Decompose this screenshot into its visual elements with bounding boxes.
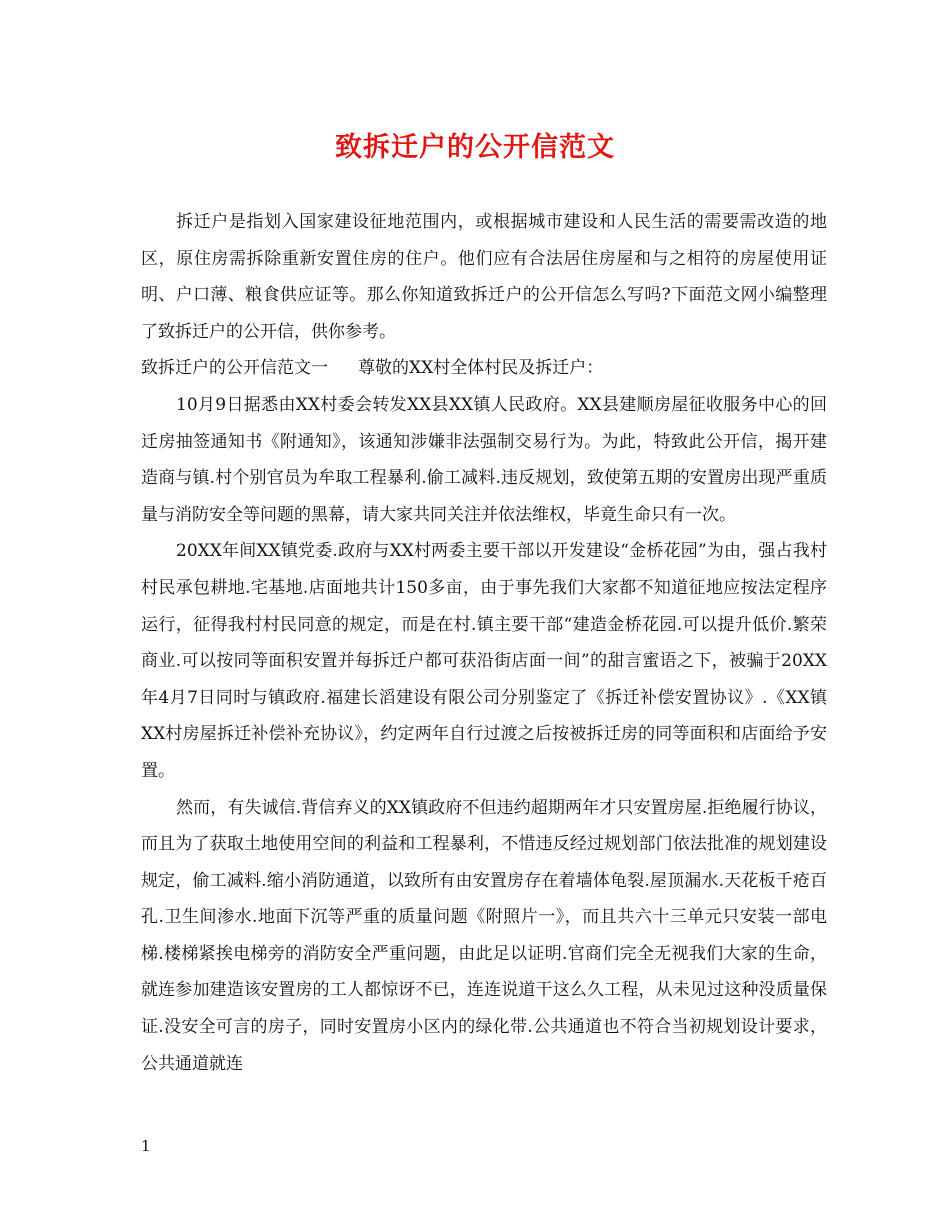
body-paragraph-3: 然而，有失诚信.背信弃义的XX镇政府不但违约超期两年才只安置房屋.拒绝履行协议，而且为了获取土地使用空间的利益和工程暴利，不惜违反经过规划部门依法批准的规划建设规定，偷工减料.缩小消防通道，以致所有由安置房存在着墙体龟裂.屋顶漏水.天花板千疮百孔.卫生间渗水.地面下沉等严重的质量问题《附照片一》，而且共六十三单元只安装一部电梯.楼梯紧挨电梯旁的消防安全严重问题，由此足以证明.官商们完全无视我们大家的生命，就连参加建造该安置房的工人都惊讶不已，连连说道干这么久工程，从未见过这种没质量保证.没安全可言的房子，同时安置房小区内的绿化带.公共通道也不符合当初规划设计要求，公共通道就连 <box>141 797 827 1074</box>
body-paragraph-1: 10月9日据悉由XX村委会转发XX县XX镇人民政府。XX县建顺房屋征收服务中心的回迁房抽签通知书《附通知》，该通知涉嫌非法强制交易行为。为此，特致此公开信，揭开建造商与镇.村个别官员为牟取工程暴利.偷工减料.违反规划，致使第五期的安置房出现严重质量与消防安全等问题的黑幕，请大家共同关注并依法维权，毕竟生命只有一次。 <box>141 394 827 525</box>
body-paragraph-2: 20XX年间XX镇党委.政府与XX村两委主要干部以开发建设“金桥花园”为由，强占我村村民承包耕地.宅基地.店面地共计150多亩，由于事先我们大家都不知道征地应按法定程序运行，征得我村村民同意的规定，而是在村.镇主要干部“建造金桥花园.可以提升低价.繁荣商业.可以按同等面积安置并每拆迁户都可获沿街店面一间”的甜言蜜语之下，被骗于20XX年4月7日同时与镇政府.福建长滔建设有限公司分别鉴定了《拆迁补偿安置协议》.《XX镇XX村房屋拆迁补偿补充协议》，约定两年自行过渡之后按被拆迁房的同等面积和店面给予安置。 <box>141 541 827 781</box>
salutation: 尊敬的XX村全体村民及拆迁户： <box>358 358 604 379</box>
letter-heading-line <box>141 350 827 387</box>
document-body <box>141 204 827 1082</box>
letter-heading: 致拆迁户的公开信范文一 <box>141 358 328 379</box>
intro-paragraph: 拆迁户是指划入国家建设征地范围内，或根据城市建设和人民生活的需要需改造的地区，原住房需拆除重新安置住房的住户。他们应有合法居住房屋和与之相符的房屋使用证明、户口薄、粮食供应证等。那么你知道致拆迁户的公开信怎么写吗?下面范文网小编整理了致拆迁户的公开信，供你参考。 <box>141 212 827 342</box>
document-title: 致拆迁户的公开信范文 <box>335 132 615 163</box>
page-number: 1 <box>141 1137 151 1155</box>
